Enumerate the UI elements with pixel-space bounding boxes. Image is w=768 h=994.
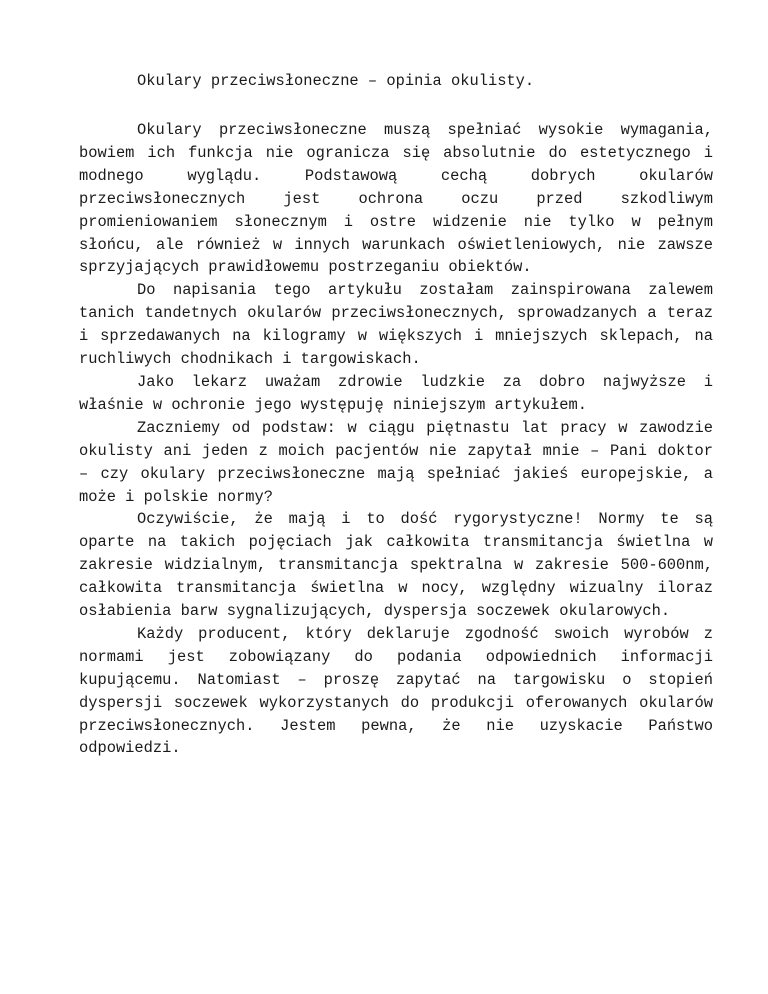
- paragraph-2: Do napisania tego artykułu zostałam zainspirowana zalewem tanich tandetnych okularów przeciwsłonecznych, sprowadzanych a teraz i sprzedawanych na kilogramy w większych i mniejszych sklepach, na ruchliwych chodnikach i targowiskach.: [79, 281, 713, 369]
- document-title: Okulary przeciwsłoneczne – opinia okulisty.: [137, 72, 535, 90]
- document-body: [79, 119, 713, 760]
- paragraph-6: Każdy producent, który deklaruje zgodność swoich wyrobów z normami jest zobowiązany do podania odpowiednich informacji kupującemu. Natomiast – proszę zapytać na targowisku o stopień dyspersji soczewek wykorzystanych do produkcji oferowanych okularów przeciwsłonecznych. Jestem pewna, że nie uzyskacie Państwo odpowiedzi.: [79, 624, 713, 758]
- paragraph-5: Oczywiście, że mają i to dość rygorystyczne! Normy te są oparte na takich pojęciach jak całkowita transmitancja świetlna w zakresie widzialnym, transmitancja spektralna w zakresie 500-600nm, całkowita transmitancja świetlna w nocy, względny wizualny iloraz osłabienia barw sygnalizujących, dyspersja soczewek okularowych.: [79, 510, 713, 621]
- paragraph-1: Okulary przeciwsłoneczne muszą spełniać wysokie wymagania, bowiem ich funkcja nie ogranicza się absolutnie do estetycznego i modnego wyglądu. Podstawową cechą dobrych okularów przeciwsłonecznych jest ochrona oczu przed szkodliwym promieniowaniem słonecznym i ostre widzenie nie tylko w pełnym słońcu, ale również w innych warunkach oświetleniowych, nie zawsze sprzyjających prawidłowemu postrzeganiu obiektów.: [79, 121, 713, 277]
- paragraph-4: Zaczniemy od podstaw: w ciągu piętnastu lat pracy w zawodzie okulisty ani jeden z moich pacjentów nie zapytał mnie – Pani doktor – czy okulary przeciwsłoneczne mają spełniać jakieś europejskie, a może i polskie normy?: [79, 418, 713, 506]
- paragraph-3: Jako lekarz uważam zdrowie ludzkie za dobro najwyższe i właśnie w ochronie jego występuję niniejszym artykułem.: [79, 372, 713, 414]
